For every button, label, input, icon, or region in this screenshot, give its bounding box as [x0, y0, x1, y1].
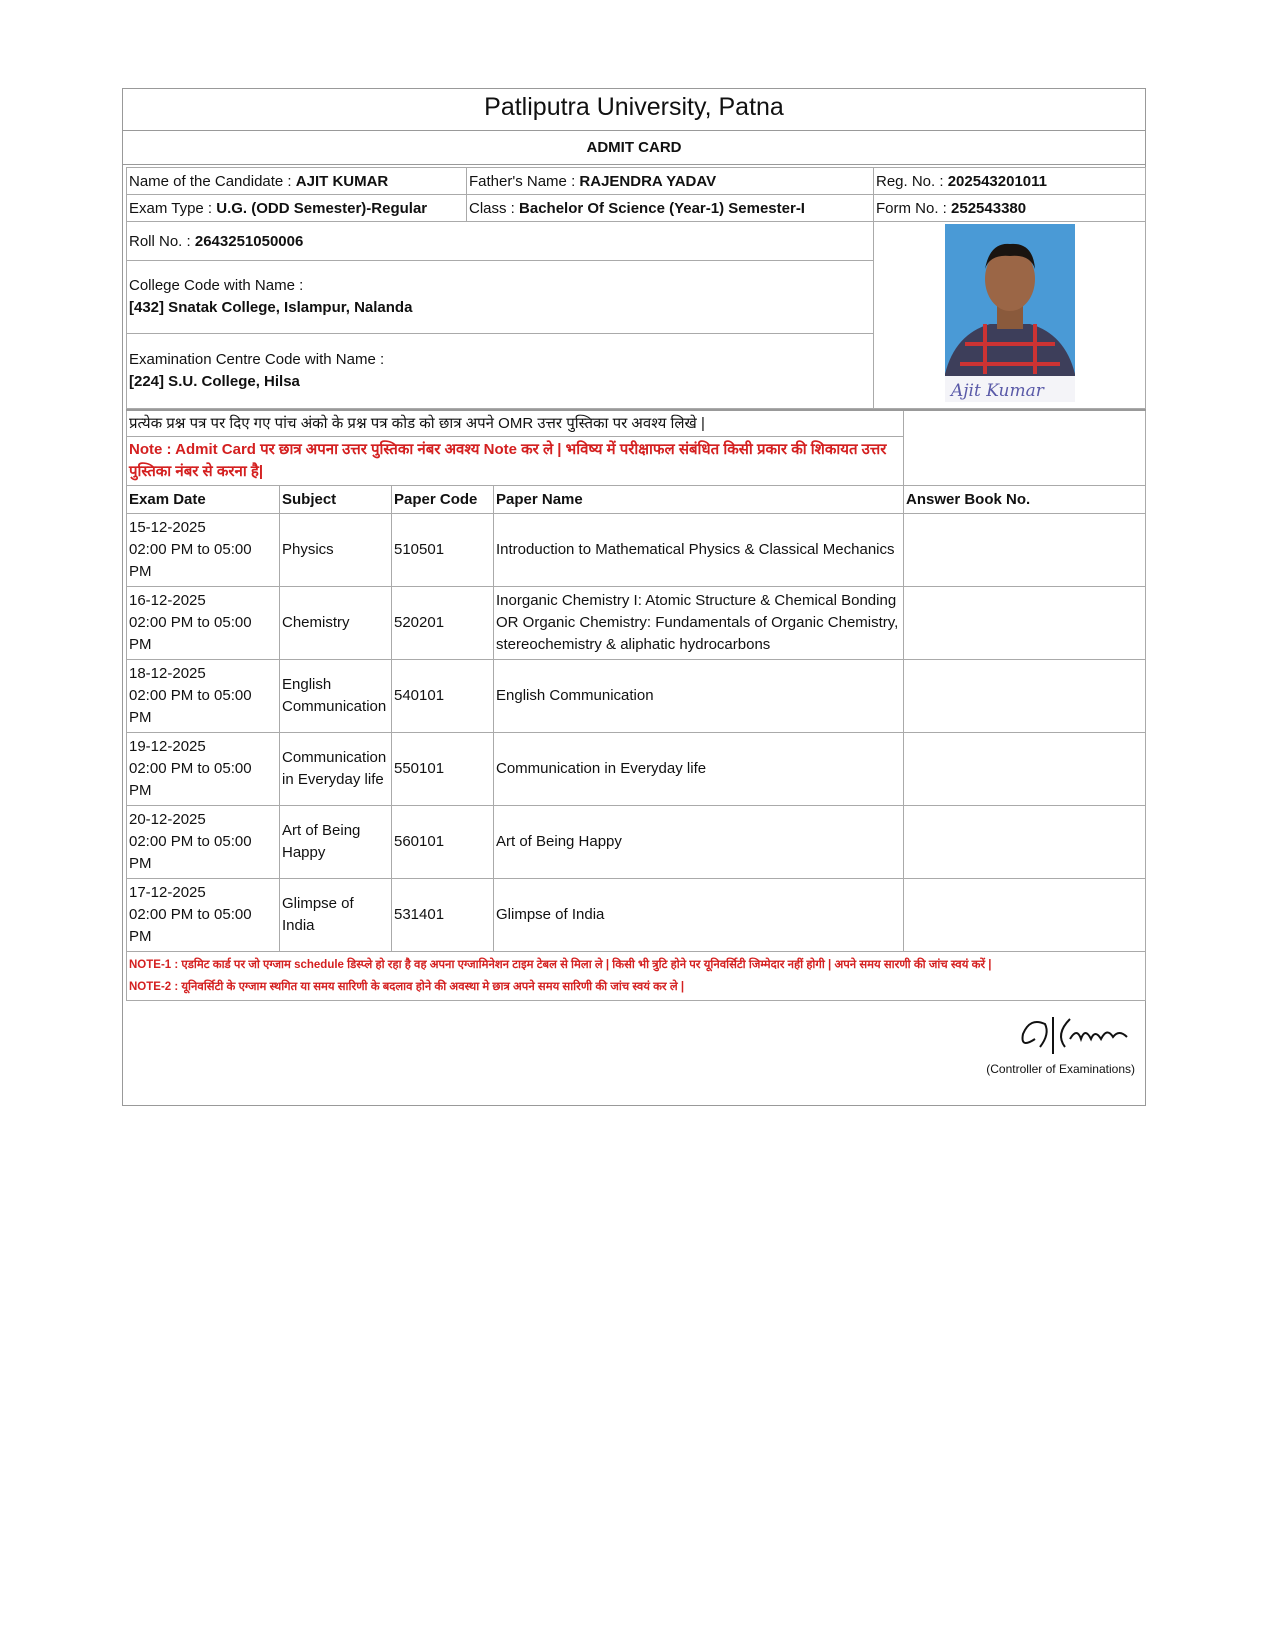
paper-code: 550101 — [392, 732, 494, 805]
paper-code: 560101 — [392, 805, 494, 878]
note-2: NOTE-2 : यूनिवर्सिटी के एग्जाम स्थगित या समय सारिणी के बदलाव होने की अवस्था मे छात्र अपने समय सारिणी की जांच स्वयं कर ले | — [129, 980, 685, 993]
exam-row — [127, 805, 1146, 878]
paper-name: Introduction to Mathematical Physics & Classical Mechanics — [494, 513, 904, 586]
controller-signature — [1015, 1009, 1135, 1059]
exam-date: 15-12-2025 02:00 PM to 05:00 PM — [127, 513, 280, 586]
exam-row — [127, 878, 1146, 951]
subject: Chemistry — [280, 586, 392, 659]
answer-book-no — [904, 586, 1146, 659]
photo-cell — [874, 222, 1146, 409]
paper-code: 531401 — [392, 878, 494, 951]
signatory-label: (Controller of Examinations) — [986, 1062, 1135, 1076]
header-exam-date: Exam Date — [127, 485, 280, 513]
admit-card — [122, 88, 1146, 1106]
candidate-name: Name of the Candidate : AJIT KUMAR — [127, 168, 467, 195]
college: College Code with Name : [432] Snatak College, Islampur, Nalanda — [127, 261, 874, 334]
answer-book-no — [904, 732, 1146, 805]
paper-code: 520201 — [392, 586, 494, 659]
exam-date: 17-12-2025 02:00 PM to 05:00 PM — [127, 878, 280, 951]
exam-row — [127, 732, 1146, 805]
paper-name: Inorganic Chemistry I: Atomic Structure & Chemical Bonding OR Organic Chemistry: Fundamentals of Organic Chemistry, stereochemistry & aliphatic hydrocarbons — [494, 586, 904, 659]
exam-date: 20-12-2025 02:00 PM to 05:00 PM — [127, 805, 280, 878]
omr-instruction: प्रत्येक प्रश्न पत्र पर दिए गए पांच अंको के प्रश्न पत्र कोड को छात्र अपने OMR उत्तर पुस्तिका पर अवश्य लिखे | — [127, 410, 904, 436]
father-name: Father's Name : RAJENDRA YADAV — [467, 168, 874, 195]
candidate-table — [126, 167, 1146, 409]
exam-date: 19-12-2025 02:00 PM to 05:00 PM — [127, 732, 280, 805]
university-title: Patliputra University, Patna — [123, 89, 1145, 131]
exam-centre: Examination Centre Code with Name : [224] S.U. College, Hilsa — [127, 334, 874, 409]
subject: Physics — [280, 513, 392, 586]
blank-cell — [904, 410, 1146, 485]
paper-name: Art of Being Happy — [494, 805, 904, 878]
paper-code: 540101 — [392, 659, 494, 732]
notes — [127, 951, 1146, 1000]
class: Class : Bachelor Of Science (Year-1) Semester-I — [467, 195, 874, 222]
reg-no: Reg. No. : 202543201011 — [874, 168, 1146, 195]
subject: Glimpse of India — [280, 878, 392, 951]
paper-name: Communication in Everyday life — [494, 732, 904, 805]
exam-table — [126, 409, 1146, 1001]
paper-name: English Communication — [494, 659, 904, 732]
exam-row — [127, 513, 1146, 586]
header-paper-name: Paper Name — [494, 485, 904, 513]
exam-type: Exam Type : U.G. (ODD Semester)-Regular — [127, 195, 467, 222]
exam-row — [127, 586, 1146, 659]
exam-date: 16-12-2025 02:00 PM to 05:00 PM — [127, 586, 280, 659]
subject: Art of Being Happy — [280, 805, 392, 878]
header-subject: Subject — [280, 485, 392, 513]
subject: Communication in Everyday life — [280, 732, 392, 805]
roll-no: Roll No. : 2643251050006 — [127, 222, 874, 261]
candidate-photo — [945, 224, 1075, 402]
note-1: NOTE-1 : एडमिट कार्ड पर जो एग्जाम schedule डिस्प्ले हो रहा है वह अपना एग्जामिनेशन टाइम टेबल से मिला ले | किसी भी त्रुटि होने पर यूनिवर्सिटी जिम्मेदार नहीं होगी | अपने समय सारणी की जांच स्वयं करें | — [129, 958, 992, 971]
paper-name: Glimpse of India — [494, 878, 904, 951]
answer-book-no — [904, 805, 1146, 878]
signature-block — [986, 1009, 1135, 1076]
subject: English Communication — [280, 659, 392, 732]
header-paper-code: Paper Code — [392, 485, 494, 513]
svg-text:Ajit Kumar: Ajit Kumar — [950, 381, 1044, 401]
paper-code: 510501 — [392, 513, 494, 586]
answer-book-no — [904, 659, 1146, 732]
doc-type: ADMIT CARD — [123, 131, 1145, 165]
header-answer-book: Answer Book No. — [904, 485, 1146, 513]
answer-book-no — [904, 513, 1146, 586]
note-instruction: Note : Admit Card पर छात्र अपना उत्तर पुस्तिका नंबर अवश्य Note कर ले | भविष्य में परीक्षाफल संबंधित किसी प्रकार की शिकायत उत्तर पुस्तिका नंबर से करना है| — [127, 436, 904, 485]
form-no: Form No. : 252543380 — [874, 195, 1146, 222]
exam-row — [127, 659, 1146, 732]
exam-date: 18-12-2025 02:00 PM to 05:00 PM — [127, 659, 280, 732]
answer-book-no — [904, 878, 1146, 951]
